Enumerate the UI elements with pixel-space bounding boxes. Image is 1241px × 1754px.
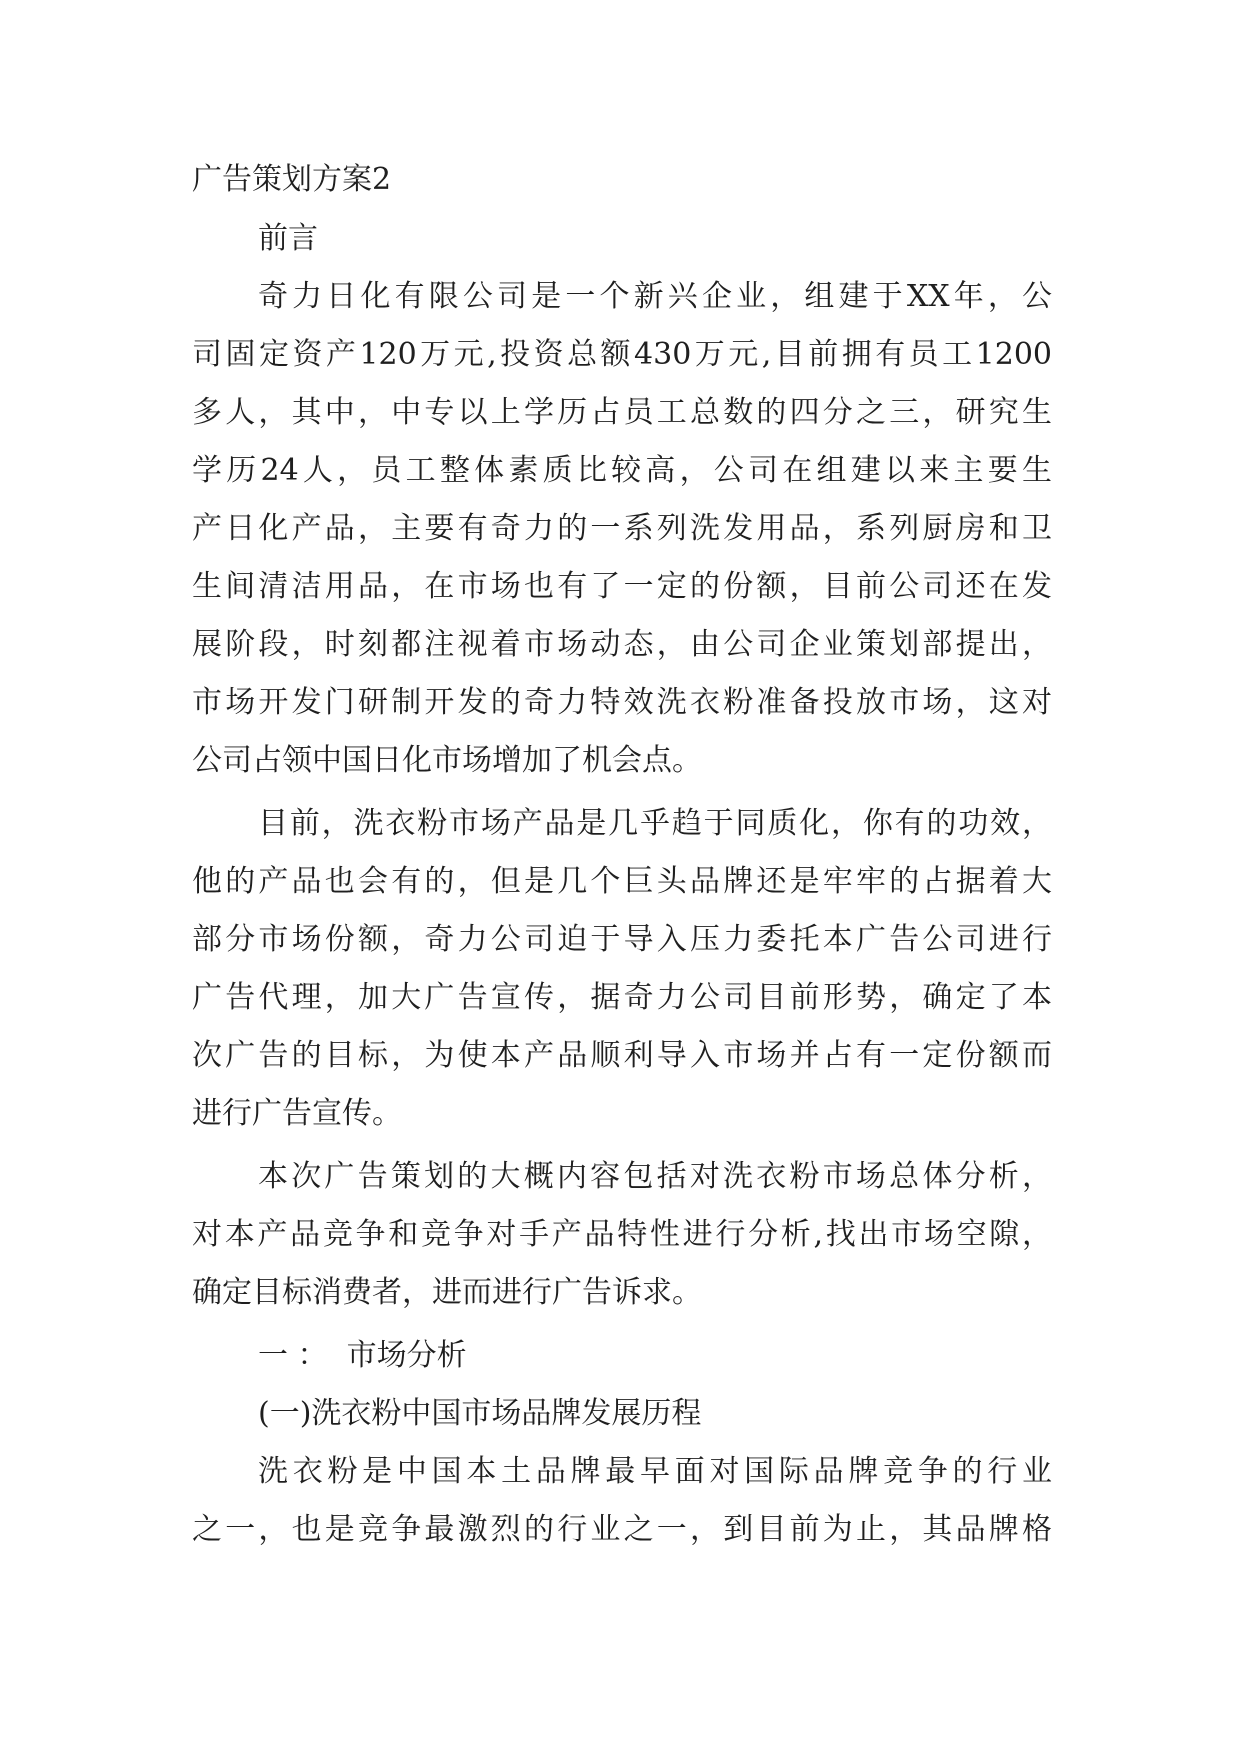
body-line: 展阶段，时刻都注视着市场动态，由公司企业策划部提出， <box>192 627 1052 662</box>
body-line: 产日化产品，主要有奇力的一系列洗发用品，系列厨房和卫 <box>192 511 1052 546</box>
section-heading-preface: 前言 <box>258 221 318 256</box>
body-line: 次广告的目标，为使本产品顺利导入市场并占有一定份额而 <box>192 1038 1052 1073</box>
body-line: 部分市场份额，奇力公司迫于导入压力委托本广告公司进行 <box>192 922 1052 957</box>
body-line: 司固定资产120万元,投资总额430万元,目前拥有员工1200 <box>192 337 1052 372</box>
subsection-heading: (一)洗衣粉中国市场品牌发展历程 <box>258 1396 702 1431</box>
body-line: 市场开发门研制开发的奇力特效洗衣粉准备投放市场，这对 <box>192 685 1052 720</box>
body-line: 公司占领中国日化市场增加了机会点。 <box>192 743 702 778</box>
body-line: 确定目标消费者，进而进行广告诉求。 <box>192 1275 702 1310</box>
body-line: 生间清洁用品，在市场也有了一定的份额，目前公司还在发 <box>192 569 1052 604</box>
document-title: 广告策划方案2 <box>192 162 392 197</box>
body-line: 之一，也是竞争最激烈的行业之一，到目前为止，其品牌格 <box>192 1512 1052 1547</box>
body-line: 目前，洗衣粉市场产品是几乎趋于同质化，你有的功效， <box>258 806 1052 841</box>
section-heading-market-analysis: 一 ： 市场分析 <box>258 1338 467 1373</box>
body-line: 他的产品也会有的，但是几个巨头品牌还是牢牢的占据着大 <box>192 864 1052 899</box>
body-line: 本次广告策划的大概内容包括对洗衣粉市场总体分析， <box>258 1159 1052 1194</box>
body-line: 广告代理，加大广告宣传，据奇力公司目前形势，确定了本 <box>192 980 1052 1015</box>
body-line: 洗衣粉是中国本土品牌最早面对国际品牌竞争的行业 <box>258 1454 1052 1489</box>
body-line: 进行广告宣传。 <box>192 1096 402 1131</box>
body-line: 对本产品竞争和竞争对手产品特性进行分析,找出市场空隙， <box>192 1217 1052 1252</box>
body-line: 学历24人，员工整体素质比较高，公司在组建以来主要生 <box>192 453 1052 488</box>
body-line: 多人，其中，中专以上学历占员工总数的四分之三，研究生 <box>192 395 1052 430</box>
body-line: 奇力日化有限公司是一个新兴企业，组建于XX年，公 <box>258 279 1052 314</box>
